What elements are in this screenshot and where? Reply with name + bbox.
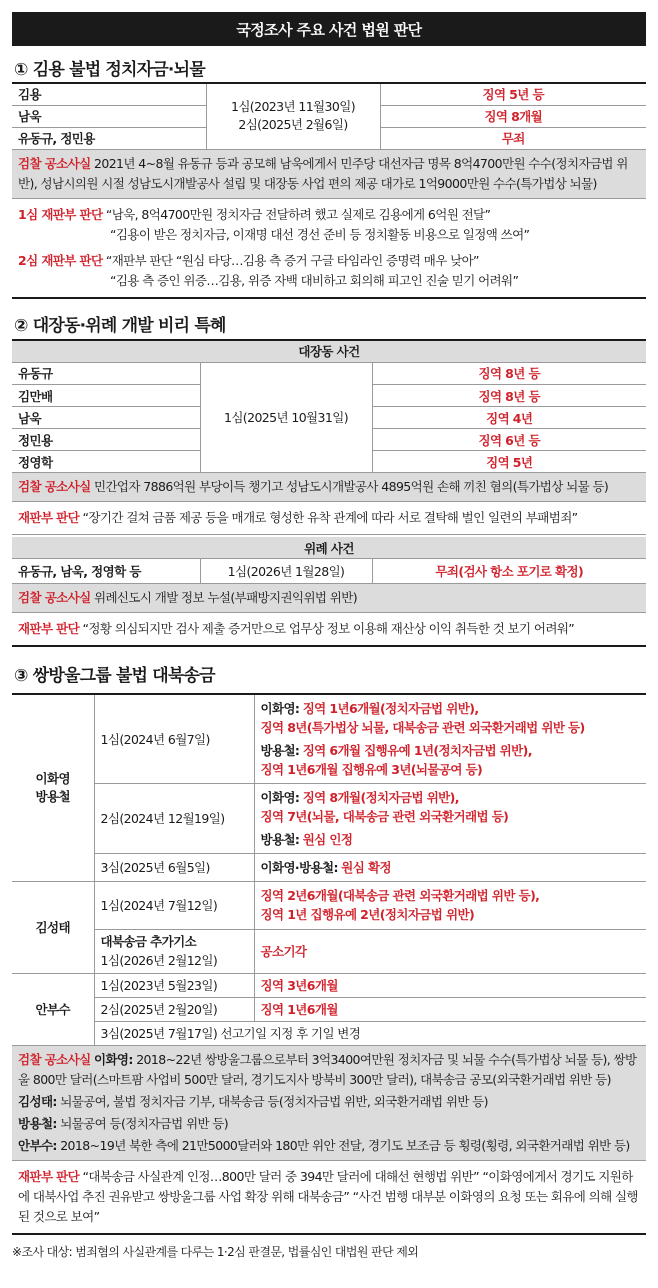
trial-cell: 1심(2024년 7월12일) (94, 881, 254, 929)
sentence-cell: 무죄(검사 항소 포기로 확정) (372, 559, 646, 583)
sentence-text: 징역 1년 집행유예 2년(정치자금법 위반) (260, 907, 475, 922)
sentence-cell: 징역 5년 (372, 451, 646, 473)
sentence-cell: 징역 8년 등 (372, 363, 646, 385)
sentence-text: 징역 2년6개월(대북송금 관련 외국환거래법 위반 등), (260, 888, 540, 903)
person-label: 이화영: (260, 789, 300, 805)
section-2-table (12, 363, 646, 474)
judgement-quote: “재판부 판단 “원심 타당…김용 측 증거 구글 타임라인 증명력 매우 낮아” (105, 252, 479, 268)
charge-text: 2018~19년 북한 측에 21만5000달러와 180만 위안 전달, 경기도 보조금 등 횡령(횡령, 외국환거래법 위반 등) (60, 1137, 630, 1153)
judgement-label: 재판부 판단 (18, 620, 80, 636)
verdict-cell: 징역 1년6개월 (254, 997, 646, 1021)
footnote: ※조사 대상: 범죄혐의 사실관계를 다루는 1·2심 판결문, 법률심인 대법원 판단 제외 (12, 1244, 419, 1259)
defendant-name: 방용철 (35, 788, 70, 804)
section-1-table (12, 82, 646, 150)
name-cell: 정영학 (12, 451, 200, 473)
person-label: 이화영·방용철: (260, 860, 338, 875)
verdict-cell (254, 853, 646, 881)
verdict-cell: 징역 3년6개월 (254, 973, 646, 997)
trial-cell: 1심(2023년 5월23일) (94, 973, 254, 997)
verdict-cell (254, 783, 646, 853)
defendant-cell (12, 694, 94, 882)
charge-text: 뇌물공여 등(정치자금법 위반 등) (60, 1115, 229, 1131)
person-label: 방용철: (260, 742, 300, 758)
charge-text: 위례신도시 개발 정보 누설(부패방지권익위법 위반) (93, 589, 358, 605)
section-3-table (12, 693, 646, 1046)
person-label: 이화영: (260, 700, 300, 716)
charge-label: 검찰 공소사실 (18, 155, 91, 171)
judgement-quote: “남욱, 8억4700만원 정치자금 전달하려 했고 실제로 김용에게 6억원 전달” (105, 206, 491, 222)
person-label: 방용철: (260, 831, 300, 847)
wirye-table (12, 559, 646, 584)
name-cell: 김용 (12, 83, 206, 105)
charge-label: 검찰 공소사실 (18, 589, 91, 605)
name-cell: 남욱 (12, 407, 200, 429)
judgement-quote: “정황 의심되지만 검사 제출 증거만으로 업무상 정보 이용해 재산상 이익 취득한 것 보기 어려워” (82, 620, 575, 636)
trial-date: 대북송금 추가기소 (100, 934, 197, 949)
trial-cell: 2심(2025년 2월20일) (94, 997, 254, 1021)
name-cell: 김만배 (12, 385, 200, 407)
trial-cell: 1심(2026년 1월28일) (200, 559, 372, 583)
name-cell: 유동규 (12, 363, 200, 385)
judgement-quote: “김용 측 증인 위증…김용, 위증 자백 대비하고 회의해 피고인 진술 믿기 어려워” (110, 272, 519, 288)
judgement-row (12, 613, 646, 647)
sentence-cell: 징역 8년 등 (372, 385, 646, 407)
judgement-quote: “김용이 받은 정치자금, 이재명 대선 경선 준비 등 정치활동 비용으로 일정액 쓰여” (110, 226, 530, 242)
name-cell: 유동규, 남욱, 정영학 등 (12, 559, 200, 583)
charge-text: 뇌물공여, 불법 정치자금 기부, 대북송금 등(정치자금법 위반, 외국환거래법 위반 등) (60, 1093, 488, 1109)
charge-text: 2018~22년 쌍방울그룹으로부터 3억3400여만원 정치자금 및 뇌물 수수(특가법상 뇌물 등), 쌍방울 800만 달러(스마트팜 사업비 500만 달러, 경기도지사 방북비 300만 달러), 대북송금 공모(외국환거래법 위반 등) (18, 1051, 637, 1087)
sentence-text: 원심 확정 (341, 860, 391, 875)
judgement-quote: “장기간 걸쳐 금품 제공 등을 매개로 형성한 유착 관계에 따라 서로 결탁해 벌인 일련의 부패범죄” (82, 510, 578, 525)
judgement-block (12, 199, 646, 299)
person-label: 방용철: (18, 1115, 57, 1131)
infographic (12, 12, 646, 1260)
charge-band (12, 584, 646, 613)
sentence-text: 징역 7년(뇌물, 대북송금 관련 외국환거래법 등) (260, 808, 509, 824)
charge-label: 검찰 공소사실 (18, 479, 91, 494)
sentence-cell: 징역 8개월 (380, 105, 646, 127)
name-cell: 유동규, 정민용 (12, 127, 206, 149)
section-3-heading: ③ 쌍방울그룹 불법 대북송금 (14, 666, 215, 686)
person-label: 안부수: (18, 1137, 57, 1153)
subsection-header: 위례 사건 (12, 537, 646, 559)
judgement-row (12, 1161, 646, 1235)
charge-band (12, 1046, 646, 1161)
judgement-label: 재판부 판단 (18, 1168, 80, 1184)
charge-text: 민간업자 7886억원 부당이득 챙기고 성남도시개발공사 4895억원 손해 끼친 혐의(특가법상 뇌물 등) (93, 479, 609, 494)
name-cell: 정민용 (12, 429, 200, 451)
name-cell: 남욱 (12, 105, 206, 127)
defendant-cell: 안부수 (12, 973, 94, 1045)
sentence-text: 징역 1년6개월(정치자금법 위반), (302, 700, 479, 716)
sentence-cell: 징역 4년 (372, 407, 646, 429)
judgement-label: 재판부 판단 (18, 510, 80, 525)
trial-cell: 3심(2025년 6월5일) (94, 853, 254, 881)
sentence-text: 징역 8년(특가법상 뇌물, 대북송금 관련 외국환거래법 위반 등) (260, 719, 585, 735)
judgement-label: 2심 재판부 판단 (18, 252, 103, 268)
trial-cell: 1심(2024년 6월7일) (94, 694, 254, 784)
trial-cell: 3심(2025년 7월17일) 선고기일 지정 후 기일 변경 (94, 1021, 646, 1045)
sentence-text: 징역 1년6개월 집행유예 3년(뇌물공여 등) (260, 761, 483, 777)
verdict-cell: 공소기각 (254, 929, 646, 973)
trial-cell: 2심(2024년 12월19일) (94, 783, 254, 853)
charge-band (12, 150, 646, 199)
defendant-name: 이화영 (35, 770, 70, 786)
person-label: 김성태: (18, 1093, 57, 1109)
judgement-row (12, 502, 646, 535)
sentence-cell: 무죄 (380, 127, 646, 149)
verdict-cell (254, 694, 646, 784)
person-label: 이화영: (93, 1051, 133, 1067)
verdict-cell (254, 881, 646, 929)
defendant-cell: 김성태 (12, 881, 94, 973)
sentence-text: 징역 8개월(정치자금법 위반), (302, 789, 459, 805)
section-1-heading: ① 김용 불법 정치자금·뇌물 (14, 59, 205, 80)
trial-cell (94, 929, 254, 973)
trial-date: 1심(2026년 2월12일) (100, 953, 218, 968)
charge-band (12, 473, 646, 502)
page-title: 국정조사 주요 사건 법원 판단 (12, 12, 646, 46)
trial-cell (206, 83, 380, 149)
trial-date: 2심(2025년 2월6일) (238, 117, 348, 133)
charge-text: 2021년 4~8월 유동규 등과 공모해 남욱에게서 민주당 대선자금 명목 8억4700만원 수수(정치자금법 위반), 성남시의원 시절 성남도시개발공사 설립 및 대장동 사업 편의 제공 대가로 1억9000만원 수수(특가법상 뇌물) (18, 155, 628, 191)
sentence-text: 징역 6개월 집행유예 1년(정치자금법 위반), (302, 742, 532, 758)
section-2-heading: ② 대장동·위례 개발 비리 특혜 (14, 316, 226, 336)
sentence-cell: 징역 5년 등 (380, 83, 646, 105)
judgement-label: 1심 재판부 판단 (18, 206, 103, 222)
sentence-text: 원심 인정 (302, 831, 353, 847)
subsection-header: 대장동 사건 (12, 341, 646, 363)
sentence-cell: 징역 6년 등 (372, 429, 646, 451)
charge-label: 검찰 공소사실 (18, 1051, 91, 1067)
trial-cell: 1심(2025년 10월31일) (200, 363, 372, 473)
judgement-quote: “대북송금 사실관계 인정…800만 달러 중 394만 달러에 대해선 현행법 위반” “이화영에게서 경기도 지원하에 대북사업 추진 권유받고 쌍방울그룹 사업 확장 위해 대북송금” “사건 범행 대부분 이화영의 요청 또는 회유에 의해 실행된 것으로 보여” (18, 1168, 638, 1224)
trial-date: 1심(2023년 11월30일) (230, 99, 355, 115)
